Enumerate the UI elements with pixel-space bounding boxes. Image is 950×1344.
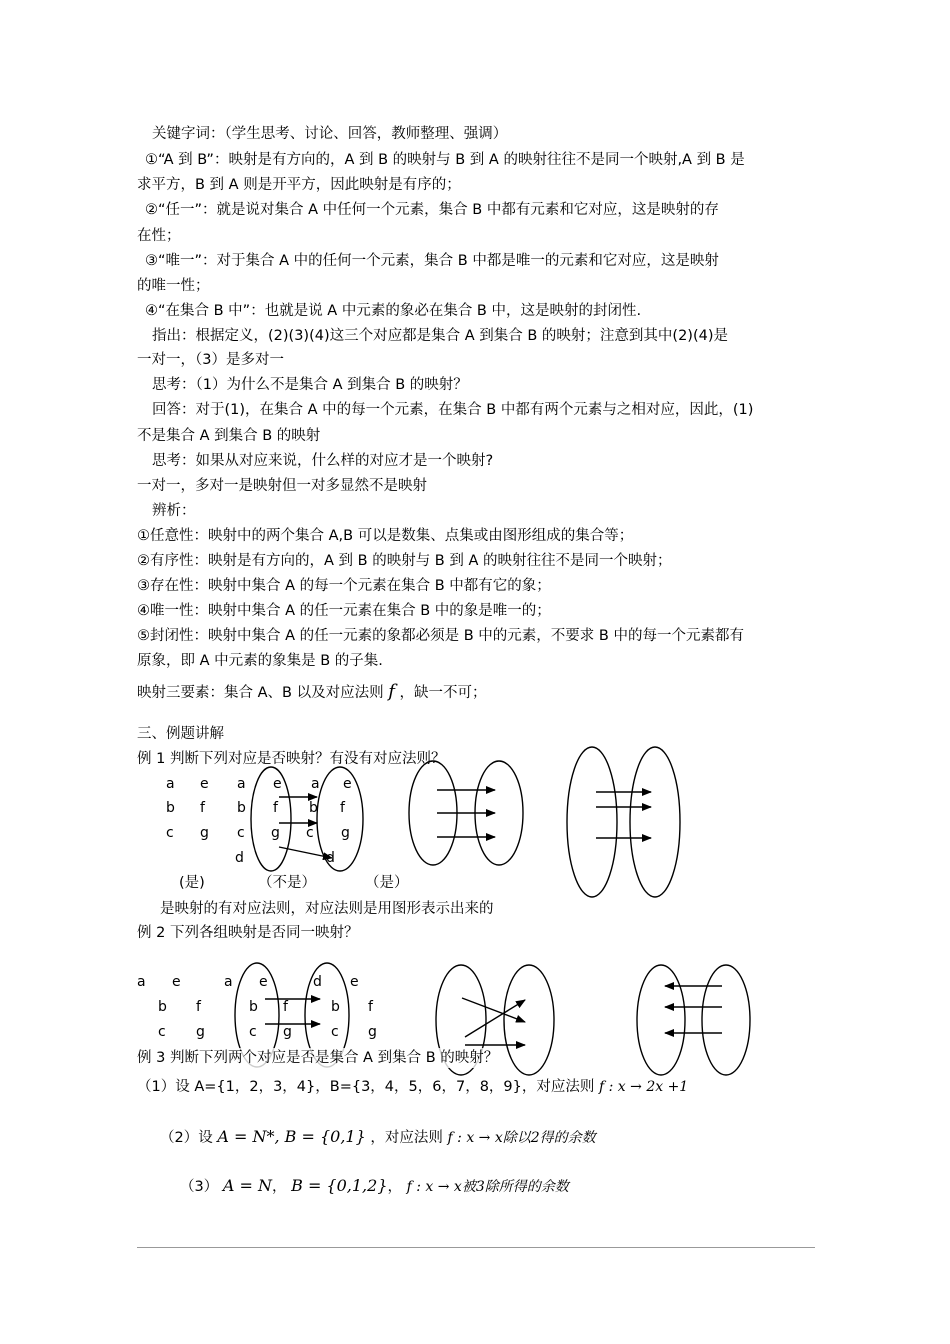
text-line: ③“唯一”：对于集合 A 中的任何一个元素，集合 B 中都是唯一的元素和它对应，这是映射 <box>145 253 719 269</box>
example3-title: 例 3 判断下列两个对应是否是集合 A 到集合 B 的映射？ <box>137 1050 499 1066</box>
set-oval <box>251 767 291 871</box>
text-line: 原象，即 A 中元素的象集是 B 的子集. <box>137 653 383 669</box>
ex3-item3-rule: f : x → x被3除所得的余数 <box>406 1179 569 1195</box>
ex3-item3-b: B = {0,1,2} <box>291 1176 388 1195</box>
ex2-label: f <box>368 999 373 1015</box>
ex2-label: c <box>331 1024 339 1040</box>
ex1-note: 是映射的有对应法则，对应法则是用图形表示出来的 <box>160 901 494 917</box>
mapping-arrow <box>462 998 525 1022</box>
ex3-item2-prefix: （2）设 <box>160 1130 213 1146</box>
section-title: 三、例题讲解 <box>137 726 224 742</box>
ex1-label: c <box>306 825 314 841</box>
set-oval <box>630 747 680 897</box>
ex2-label: g <box>283 1024 292 1040</box>
text-line: 关键字词：（学生思考、讨论、回答，教师整理、强调） <box>152 126 508 142</box>
example1-title: 例 1 判断下列对应是否映射？有没有对应法则？ <box>137 751 446 767</box>
ex1-label: b <box>237 800 246 816</box>
ex3-item1-text: （1）设 A={1，2，3，4}，B={3，4，5，6，7，8，9}，对应法则 <box>137 1079 595 1095</box>
three-elements-text: 映射三要素：集合 A、B 以及对应法则 <box>137 685 384 701</box>
set-oval <box>637 965 685 1075</box>
ex1-caption: （不是） <box>258 875 316 891</box>
ex2-label: b <box>331 999 340 1015</box>
ex2-label: e <box>259 974 268 990</box>
ex1-label: f <box>200 800 205 816</box>
ex1-caption: （是） <box>365 875 409 891</box>
set-oval <box>702 965 750 1075</box>
text-line: 的唯一性； <box>137 278 210 294</box>
ex1-label: c <box>237 825 245 841</box>
ex2-label: f <box>196 999 201 1015</box>
ex2-label: f <box>283 999 288 1015</box>
ex1-label: a <box>166 776 175 792</box>
ex1-label: e <box>343 776 352 792</box>
ex1-label: b <box>166 800 175 816</box>
text-line: 指出：根据定义，(2)(3)(4)这三个对应都是集合 A 到集合 B 的映射；注意到其中(2)(4)是 <box>152 328 728 344</box>
text-line: ②有序性：映射是有方向的，A 到 B 的映射与 B 到 A 的映射往往不是同一个映射； <box>137 553 672 569</box>
ex1-label: e <box>200 776 209 792</box>
text-line: ⑤封闭性：映射中集合 A 的任一元素的象都必须是 B 中的元素，不要求 B 中的每一个元素都有 <box>137 628 744 644</box>
footer-rule <box>137 1247 815 1248</box>
ex1-label: d <box>326 850 335 866</box>
text-line: 求平方，B 到 A 则是开平方，因此映射是有序的； <box>137 177 461 193</box>
ex1-label: g <box>271 825 280 841</box>
ex2-label: b <box>158 999 167 1015</box>
ex3-item1-rule: f : x → 2x +1 <box>599 1079 689 1095</box>
ex2-label: d <box>313 974 322 990</box>
ex2-label: b <box>249 999 258 1015</box>
ex2-label: c <box>158 1024 166 1040</box>
ex3-item2-mid: ，对应法则 <box>370 1130 443 1146</box>
ex3-item3-prefix: （3） <box>180 1179 219 1195</box>
ex2-label: g <box>196 1024 205 1040</box>
ex2-label: a <box>224 974 233 990</box>
ex1-label: c <box>166 825 174 841</box>
ex3-item2-rule: f : x → x除以2得的余数 <box>447 1130 596 1146</box>
ex2-label: e <box>172 974 181 990</box>
text-line: 一对一，多对一是映射但一对多显然不是映射 <box>137 478 427 494</box>
ex1-label: f <box>273 800 278 816</box>
text-line: 思考：（1）为什么不是集合 A 到集合 B 的映射？ <box>152 377 468 393</box>
ex1-label: g <box>200 825 209 841</box>
ex1-label: a <box>311 776 320 792</box>
text-line: ①任意性：映射中的两个集合 A,B 可以是数集、点集或由图形组成的集合等； <box>137 528 634 544</box>
ex3-item3: （3） A = N， B = {0,1,2}， f : x → x被3除所得的余数 <box>180 1176 569 1195</box>
ex1-label: e <box>273 776 282 792</box>
text-line: 在性； <box>137 228 181 244</box>
text-line: ③存在性：映射中集合 A 的每一个元素在集合 B 中都有它的象； <box>137 578 551 594</box>
ex3-item1 <box>137 1077 688 1097</box>
text-line: 思考：如果从对应来说，什么样的对应才是一个映射? <box>152 453 494 469</box>
set-oval <box>567 747 617 897</box>
ex1-label: f <box>340 800 345 816</box>
text-line: 不是集合 A 到集合 B 的映射 <box>137 428 321 444</box>
ex1-label: b <box>309 800 318 816</box>
ex1-label: a <box>237 776 246 792</box>
text-line: 回答：对于(1)，在集合 A 中的每一个元素，在集合 B 中都有两个元素与之相对应，因此，(1) <box>152 402 754 418</box>
ex3-item2 <box>160 1127 596 1148</box>
ex2-label: a <box>137 974 146 990</box>
ex2-label: g <box>368 1024 377 1040</box>
text-line: ①“A 到 B”：映射是有方向的，A 到 B 的映射与 B 到 A 的映射往往不是同一个映射,A 到 B 是 <box>145 152 745 168</box>
ex1-label: g <box>341 825 350 841</box>
ex2-label: c <box>249 1024 257 1040</box>
ex2-label: e <box>350 974 359 990</box>
text-line: 辨析： <box>152 503 196 519</box>
ex1-caption: (是) <box>179 875 205 891</box>
text-line: ④“在集合 B 中”：也就是说 A 中元素的象必在集合 B 中，这是映射的封闭性. <box>145 303 642 319</box>
example2-title: 例 2 下列各组映射是否同一映射？ <box>137 925 359 941</box>
set-oval <box>317 767 363 871</box>
text-line: ④唯一性：映射中集合 A 的任一元素在集合 B 中的象是唯一的； <box>137 603 551 619</box>
ex3-item2-sets: A = N*, B = {0,1} <box>217 1127 366 1146</box>
text-line: 一对一，（3）是多对一 <box>137 352 284 368</box>
ex1-label: d <box>235 850 244 866</box>
text-line: ②“任一”：就是说对集合 A 中任何一个元素，集合 B 中都有元素和它对应，这是映射的存 <box>145 202 719 218</box>
set-oval <box>504 965 554 1075</box>
three-elements-tail: ，缺一不可； <box>399 685 487 701</box>
rule-f: f <box>388 681 395 702</box>
ex3-item3-a: A = N <box>222 1176 272 1195</box>
